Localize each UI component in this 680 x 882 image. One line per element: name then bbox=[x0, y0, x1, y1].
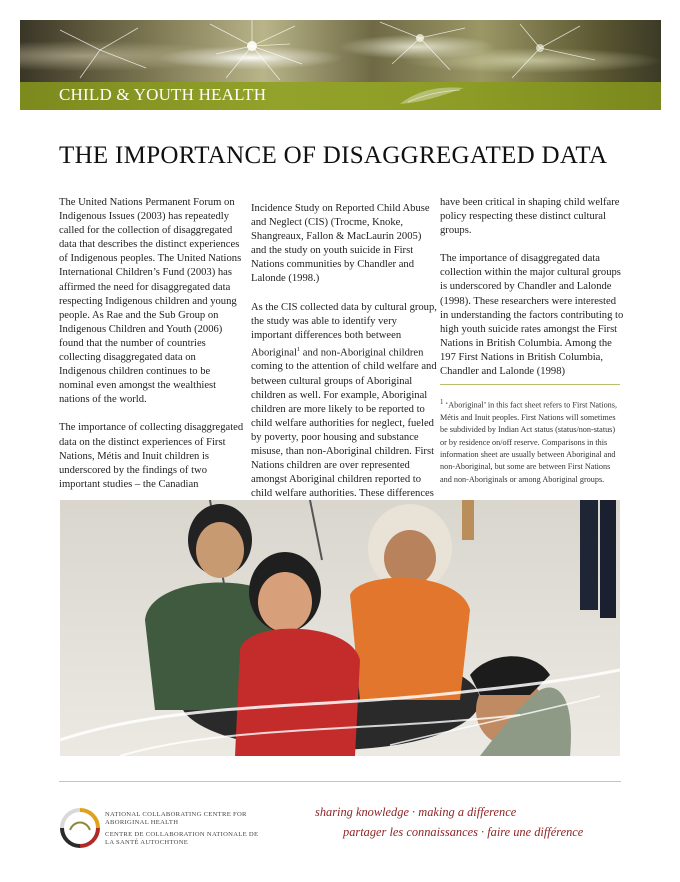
paragraph: Incidence Study on Reported Child Abuse and Neglect (CIS) (Trocme, Knoke, Shangreaux, Fallon & MacLaurin 2005) and the study on youth suicide in First Nations communities by Chandler and Lalonde (1998.) bbox=[251, 203, 430, 285]
paragraph-text: and non-Aboriginal children coming to the attention of child welfare and between cultural groups of Aboriginal children as well. For example, Aboriginal children are more likely to be reported to child welfare authorities for neglect, fueled by poverty, poor housing and substance misuse, than non-Aboriginal children. First Nations children are over represented amongst Aboriginal children reported to child welfare authorities. These differences bbox=[251, 347, 437, 500]
footnote-divider bbox=[440, 384, 620, 385]
paragraph bbox=[251, 301, 439, 502]
paragraph: The United Nations Permanent Forum on Indigenous Issues (2003) has repeatedly called for the collection of disaggregated data that describes the distinct experiences of Indigenous peoples. The United Nations International Children’s Fund (2003) has affirmed the need for disaggregated data respecting Indigenous children and young people. As Rae and the Sub Group on Indigenous Children and Youth (2006) found that the number of countries collecting disaggregated data on Indigenous children continues to be nominal even amongst the wealthiest nations of the world. bbox=[59, 197, 242, 406]
tagline-french: partager les connaissances · faire une différence bbox=[343, 825, 584, 839]
children-photo bbox=[60, 500, 620, 756]
children-photo-illustration bbox=[60, 500, 620, 756]
footnote bbox=[440, 397, 620, 486]
column-1 bbox=[59, 196, 245, 506]
org-name-english: NATIONAL COLLABORATING CENTRE FOR ABORIGINAL HEALTH bbox=[105, 811, 247, 827]
org-name-french: CENTRE DE COLLABORATION NATIONALE DE LA SANTÉ AUTOCHTONE bbox=[105, 831, 259, 847]
dandelion-banner-image bbox=[20, 20, 661, 82]
column-3 bbox=[440, 196, 624, 393]
footnote-marker: 1 bbox=[440, 399, 444, 406]
leaf-icon bbox=[398, 84, 468, 108]
footnote-reference[interactable]: 1 bbox=[296, 345, 301, 353]
page-title: THE IMPORTANCE OF DISAGGREGATED DATA bbox=[59, 142, 608, 169]
paragraph: The importance of disaggregated data collection within the major cultural groups is underscored by Chandler and Lalonde (1998). These researchers were interested in understanding the factors contributing to high youth suicide rates amongst the First Nations in British Columbia. Among the 197 First Nations in British Columbia, Chandler and Lalonde (1998) bbox=[440, 253, 624, 378]
footnote-text: ‘Aboriginal’ in this fact sheet refers to First Nations, Métis and Inuit peoples. First Nations will sometimes be subdivided by Indian Act status (status/non-status) or by residence on/off reserve. Comparisons in this information sheet are usually between Aboriginal and non-Aboriginal, but some are between First Nations and non-Aboriginals or among Aboriginal groups. bbox=[440, 400, 617, 484]
section-title: CHILD & YOUTH HEALTH bbox=[59, 85, 267, 104]
tagline-english: sharing knowledge · making a difference bbox=[315, 805, 517, 819]
paragraph: The importance of collecting disaggregated data on the distinct experiences of First Nations, Métis and Inuit children is underscored by the findings of two important studies – the Canadian bbox=[59, 422, 244, 490]
banner-green-band bbox=[20, 82, 661, 110]
paragraph: have been critical in shaping child welfare policy respecting these distinct cultural groups. bbox=[440, 197, 620, 237]
header-banner bbox=[20, 20, 661, 110]
footer-rule bbox=[59, 781, 621, 782]
column-2 bbox=[251, 202, 439, 515]
nccah-logo-icon bbox=[60, 808, 100, 848]
paragraph-text: As the CIS collected data by cultural group, the study was able to identify very important differences both between Aboriginal bbox=[251, 301, 437, 359]
